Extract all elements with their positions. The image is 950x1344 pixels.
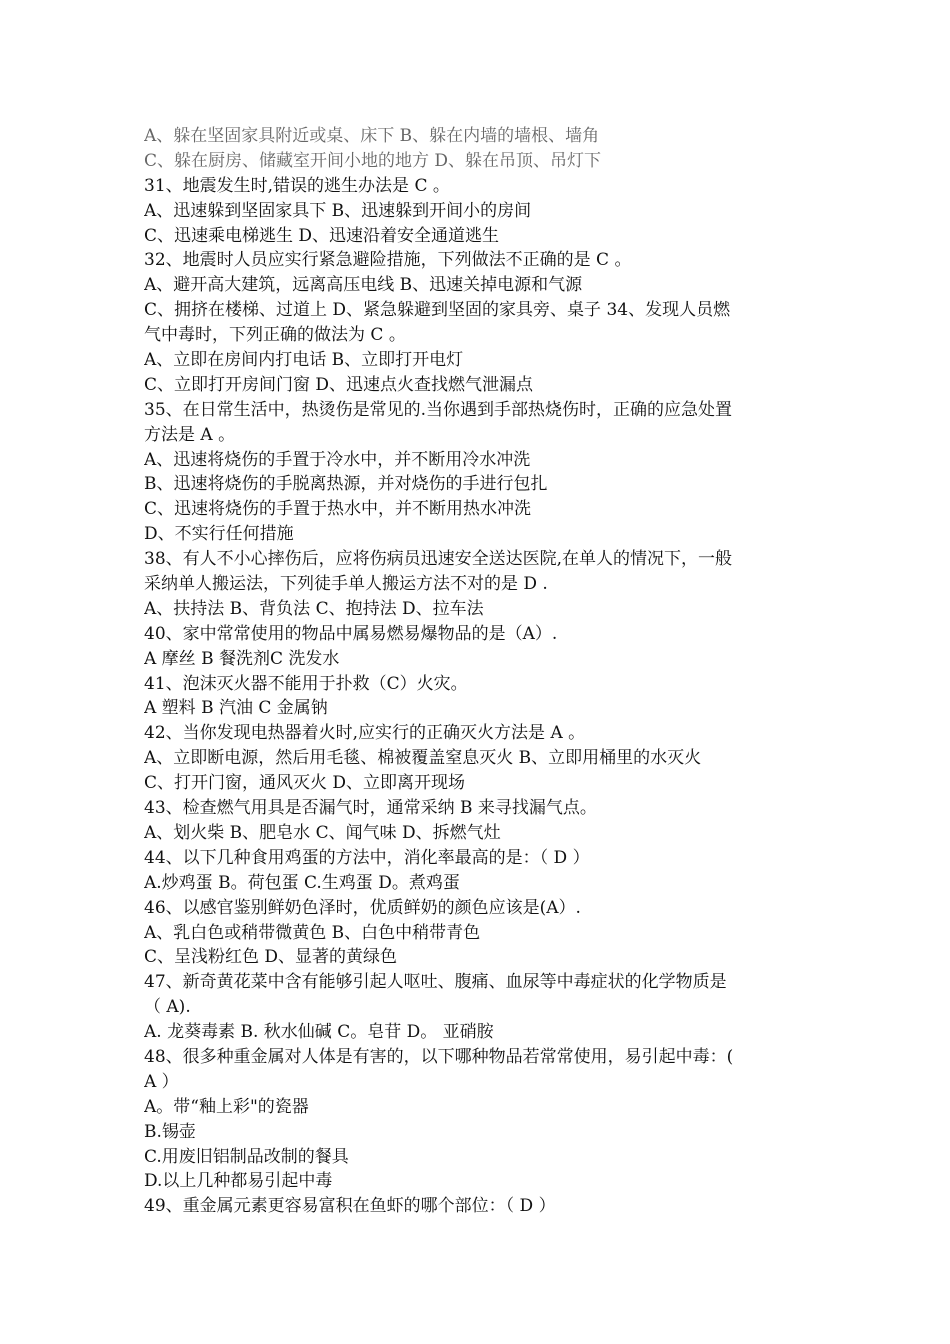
document-body — [144, 124, 814, 1219]
text-line: C、打开门窗，通风灭火 D、立即离开现场 — [144, 773, 466, 794]
question-line: 32、地震时人员应实行紧急避险措施，下列做法不正确的是 C 。 — [144, 250, 632, 271]
text-line: C、呈浅粉红色 D、显著的黄绿色 — [144, 947, 398, 968]
text-line: C、迅速将烧伤的手置于热水中，并不断用热水冲洗 — [144, 499, 532, 520]
text-line: A ） — [144, 1071, 179, 1092]
question-line: 49、重金属元素更容易富积在鱼虾的哪个部位：（ D ） — [144, 1196, 556, 1217]
text-line: C、立即打开房间门窗 D、迅速点火查找燃气泄漏点 — [144, 374, 534, 395]
text-line: C、躲在厨房、储藏室开间小地的地方 D、躲在吊顶、吊灯下 — [144, 150, 602, 171]
text-line: A、立即断电源，然后用毛毯、棉被覆盖窒息灭火 B、立即用桶里的水灭火 — [144, 748, 702, 769]
question-line: 47、新奇黄花菜中含有能够引起人呕吐、腹痛、血尿等中毒症状的化学物质是 — [144, 972, 727, 993]
text-line: A、乳白色或稍带微黄色 B、白色中稍带青色 — [144, 922, 481, 943]
text-line: 方法是 A 。 — [144, 424, 236, 445]
text-line: D、不实行任何措施 — [144, 524, 294, 545]
text-line: A、扶持法 B、背负法 C、抱持法 D、拉车法 — [144, 598, 484, 619]
question-line: 46、以感官鉴别鲜奶色泽时，优质鲜奶的颜色应该是(A）. — [144, 897, 581, 918]
text-line: C.用废旧铝制品改制的餐具 — [144, 1146, 349, 1167]
text-line: 采纳单人搬运法，下列徒手单人搬运方法不对的是 D . — [144, 574, 548, 595]
text-line: B、迅速将烧伤的手脱离热源，并对烧伤的手进行包扎 — [144, 474, 548, 495]
text-line: A、立即在房间内打电话 B、立即打开电灯 — [144, 350, 464, 371]
question-line: 38、有人不小心摔伤后，应将伤病员迅速安全送达医院,在单人的情况下，一般 — [144, 549, 733, 570]
text-line: A。带“釉上彩"的瓷器 — [144, 1096, 309, 1117]
text-line: D.以上几种都易引起中毒 — [144, 1171, 333, 1192]
text-line: C、拥挤在楼梯、过道上 D、紧急躲避到坚固的家具旁、桌子 34、发现人员燃 — [144, 300, 731, 321]
text-line: A、迅速将烧伤的手置于冷水中，并不断用冷水冲洗 — [144, 449, 531, 470]
text-line: A 塑料 B 汽油 C 金属钠 — [144, 698, 328, 719]
text-line: A、躲在坚固家具附近或桌、床下 B、躲在内墙的墙根、墙角 — [144, 126, 600, 146]
question-line: 41、泡沫灭火器不能用于扑救（C）火灾。 — [144, 673, 468, 694]
text-line: A、迅速躲到坚固家具下 B、迅速躲到开间小的房间 — [144, 200, 532, 221]
text-line: B.锡壶 — [144, 1121, 196, 1142]
question-line: 44、以下几种食用鸡蛋的方法中，消化率最高的是：（ D ） — [144, 847, 590, 868]
text-line: C、迅速乘电梯逃生 D、迅速沿着安全通道逃生 — [144, 225, 500, 246]
text-line: A 摩丝 B 餐洗剂C 洗发水 — [144, 648, 340, 669]
text-line: A.炒鸡蛋 B。荷包蛋 C.生鸡蛋 D。煮鸡蛋 — [144, 872, 460, 893]
question-line: 35、在日常生活中，热烫伤是常见的.当你遇到手部热烧伤时，正确的应急处置 — [144, 399, 733, 420]
question-line: 31、地震发生时,错误的逃生办法是 C 。 — [144, 175, 450, 196]
question-line: 42、当你发现电热器着火时,应实行的正确灭火方法是 A 。 — [144, 723, 586, 744]
text-line: A、划火柴 B、肥皂水 C、闻气味 D、拆燃气灶 — [144, 822, 501, 843]
question-line: 48、很多种重金属对人体是有害的，以下哪种物品若常常使用，易引起中毒：( — [144, 1046, 734, 1067]
text-line: A、避开高大建筑，远离高压电线 B、迅速关掉电源和气源 — [144, 275, 583, 296]
question-line: 43、检查燃气用具是否漏气时，通常采纳 B 来寻找漏气点。 — [144, 798, 597, 819]
text-line: （ A). — [144, 997, 191, 1018]
text-line: A. 龙葵毒素 B. 秋水仙碱 C。皂苷 D。 亚硝胺 — [144, 1022, 494, 1043]
question-line: 40、家中常常使用的物品中属易燃易爆物品的是（A）. — [144, 623, 558, 644]
text-line: 气中毒时，下列正确的做法为 C 。 — [144, 325, 406, 346]
